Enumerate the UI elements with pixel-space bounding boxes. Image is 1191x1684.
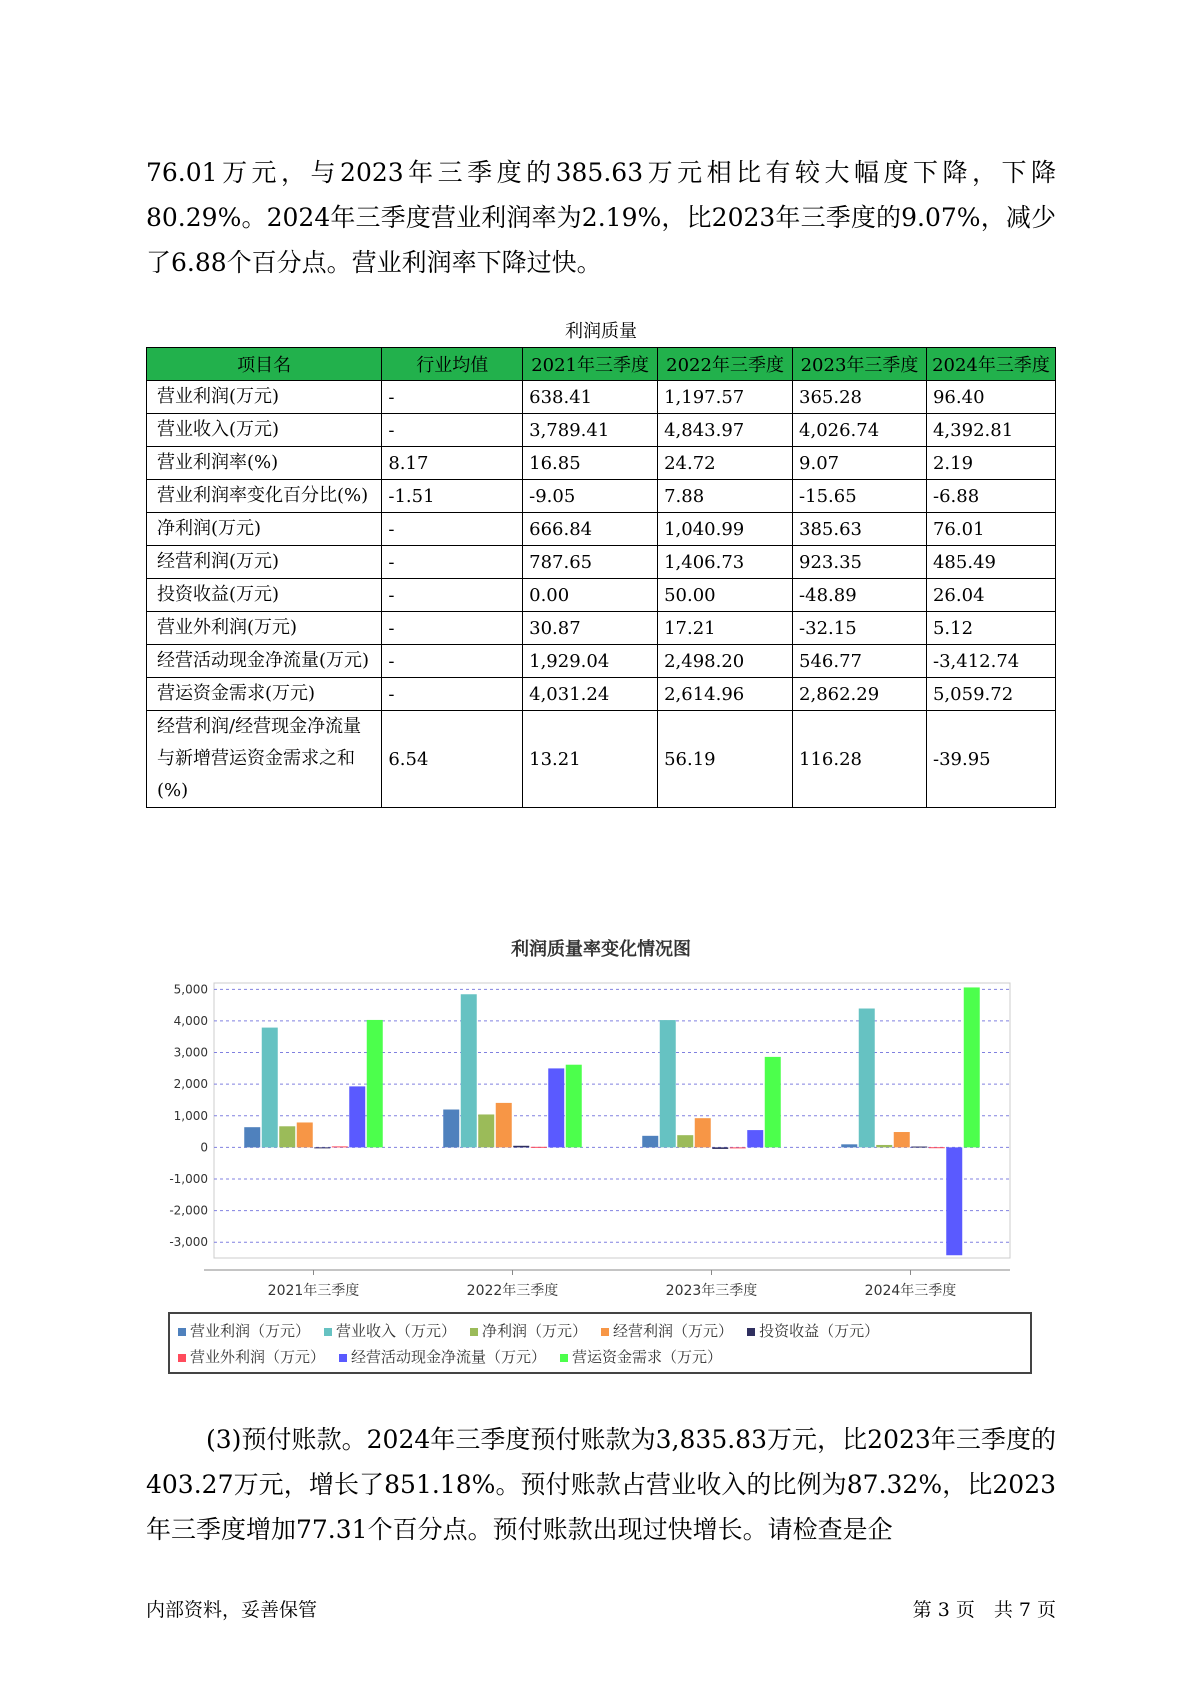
- table-header-cell: 2022年三季度: [658, 348, 793, 381]
- bar: [513, 1146, 529, 1148]
- table-cell: 7.88: [658, 480, 793, 513]
- table-cell: 56.19: [658, 711, 793, 808]
- table-cell: 546.77: [793, 645, 927, 678]
- legend-item: [178, 1344, 325, 1370]
- bar: [911, 1147, 927, 1148]
- bar: [695, 1118, 711, 1147]
- table-cell: 365.28: [793, 381, 927, 414]
- bar: [496, 1103, 512, 1147]
- table-cell: -: [382, 546, 523, 579]
- table-cell: 17.21: [658, 612, 793, 645]
- legend-swatch: [560, 1354, 568, 1362]
- legend-swatch: [339, 1354, 347, 1362]
- bar: [929, 1147, 945, 1148]
- plot-area: [214, 983, 1010, 1258]
- bar: [478, 1114, 494, 1147]
- table-cell: 26.04: [926, 579, 1055, 612]
- y-tick-label: 2,000: [173, 1077, 208, 1092]
- table-cell: 24.72: [658, 447, 793, 480]
- bar: [859, 1009, 875, 1148]
- bar: [712, 1147, 728, 1149]
- legend-swatch: [747, 1328, 755, 1336]
- y-tick-label: 1,000: [173, 1108, 208, 1123]
- legend-item: [601, 1318, 733, 1344]
- table-cell: -39.95: [926, 711, 1055, 808]
- legend-label: 营业利润（万元）: [190, 1322, 311, 1340]
- table-cell: -: [382, 579, 523, 612]
- table-cell: -: [382, 414, 523, 447]
- table-cell: 50.00: [658, 579, 793, 612]
- table-cell: 4,031.24: [523, 678, 658, 711]
- table-header-cell: 2021年三季度: [523, 348, 658, 381]
- bar: [262, 1028, 278, 1148]
- legend-item: [560, 1344, 722, 1370]
- row-label: 经营活动现金净流量(万元): [147, 645, 382, 678]
- bar: [548, 1068, 564, 1147]
- row-label: 营运资金需求(万元): [147, 678, 382, 711]
- table-cell: 2,498.20: [658, 645, 793, 678]
- y-tick-label: 0: [200, 1140, 208, 1155]
- legend-label: 营运资金需求（万元）: [572, 1348, 723, 1366]
- footer-confidential: 内部资料，妥善保管: [146, 1599, 318, 1621]
- table-cell: 1,929.04: [523, 645, 658, 678]
- bar: [946, 1147, 962, 1255]
- footer-page-number: 第 3 页 共 7 页: [912, 1599, 1056, 1621]
- table-cell: 385.63: [793, 513, 927, 546]
- bar: [297, 1122, 313, 1147]
- legend-label: 营业外利润（万元）: [190, 1348, 326, 1366]
- table-cell: -: [382, 381, 523, 414]
- table-cell: 13.21: [523, 711, 658, 808]
- table-cell: 5,059.72: [926, 678, 1055, 711]
- bar: [443, 1110, 459, 1148]
- table-cell: -15.65: [793, 480, 927, 513]
- row-label: 营业收入(万元): [147, 414, 382, 447]
- row-label: 投资收益(万元): [147, 579, 382, 612]
- legend-swatch: [178, 1354, 186, 1362]
- legend-label: 营业收入（万元）: [336, 1322, 457, 1340]
- legend-label: 经营活动现金净流量（万元）: [351, 1348, 547, 1366]
- bar: [765, 1057, 781, 1147]
- bar: [876, 1145, 892, 1147]
- legend-label: 投资收益（万元）: [759, 1322, 880, 1340]
- legend-item: [470, 1318, 587, 1344]
- table-cell: 2.19: [926, 447, 1055, 480]
- bar: [314, 1147, 330, 1148]
- bar: [660, 1020, 676, 1147]
- table-cell: -: [382, 513, 523, 546]
- table-header-cell: 行业均值: [382, 348, 523, 381]
- bar: [964, 987, 980, 1147]
- row-label: 营业利润率变化百分比(%): [147, 480, 382, 513]
- bar: [332, 1146, 348, 1147]
- table-cell: -3,412.74: [926, 645, 1055, 678]
- legend-label: 净利润（万元）: [482, 1322, 588, 1340]
- x-tick-label: 2023年三季度: [665, 1283, 758, 1299]
- table-cell: -: [382, 645, 523, 678]
- paragraph-1: 76.01万元，与2023年三季度的385.63万元相比有较大幅度下降，下降80.29%。2024年三季度营业利润率为2.19%，比2023年三季度的9.07%，减少了6.88个百分点。营业利润率下降过快。: [146, 158, 1056, 277]
- legend-swatch: [470, 1328, 478, 1336]
- row-label: 营业利润(万元): [147, 381, 382, 414]
- table-cell: -9.05: [523, 480, 658, 513]
- bar: [677, 1135, 693, 1147]
- legend-swatch: [324, 1328, 332, 1336]
- bar: [841, 1144, 857, 1147]
- bar: [730, 1147, 746, 1148]
- row-label: 经营利润(万元): [147, 546, 382, 579]
- bar: [244, 1127, 260, 1147]
- table-header-cell: 2023年三季度: [793, 348, 927, 381]
- row-label: 营业利润率(%): [147, 447, 382, 480]
- legend-swatch: [178, 1328, 186, 1336]
- x-tick-label: 2024年三季度: [864, 1283, 957, 1299]
- bar: [367, 1020, 383, 1147]
- table-header-cell: 2024年三季度: [926, 348, 1055, 381]
- table-cell: 923.35: [793, 546, 927, 579]
- legend-item: [178, 1318, 310, 1344]
- table-cell: 96.40: [926, 381, 1055, 414]
- table-cell: 1,406.73: [658, 546, 793, 579]
- table-cell: -: [382, 678, 523, 711]
- table-cell: -48.89: [793, 579, 927, 612]
- bar: [279, 1126, 295, 1147]
- row-label: 经营利润/经营现金净流量与新增营运资金需求之和(%): [147, 711, 382, 808]
- table-cell: -: [382, 612, 523, 645]
- table-cell: 787.65: [523, 546, 658, 579]
- legend-item: [324, 1318, 456, 1344]
- table-cell: 1,040.99: [658, 513, 793, 546]
- table-cell: 4,392.81: [926, 414, 1055, 447]
- table-cell: 9.07: [793, 447, 927, 480]
- table-cell: 0.00: [523, 579, 658, 612]
- row-label: 营业外利润(万元): [147, 612, 382, 645]
- legend-swatch: [601, 1328, 609, 1336]
- table-cell: 5.12: [926, 612, 1055, 645]
- legend-item: [747, 1318, 879, 1344]
- y-tick-label: -3,000: [169, 1235, 208, 1250]
- table-cell: 666.84: [523, 513, 658, 546]
- x-tick-label: 2021年三季度: [267, 1283, 360, 1299]
- legend-label: 经营利润（万元）: [613, 1322, 734, 1340]
- table-cell: 8.17: [382, 447, 523, 480]
- legend-item: [339, 1344, 546, 1370]
- table-cell: 638.41: [523, 381, 658, 414]
- y-tick-label: 5,000: [173, 982, 208, 997]
- y-tick-label: 3,000: [173, 1045, 208, 1060]
- bar: [531, 1147, 547, 1148]
- table-cell: 1,197.57: [658, 381, 793, 414]
- table-cell: 2,614.96: [658, 678, 793, 711]
- table-header-cell: 项目名: [147, 348, 382, 381]
- row-label: 净利润(万元): [147, 513, 382, 546]
- table-cell: 4,026.74: [793, 414, 927, 447]
- table-cell: -32.15: [793, 612, 927, 645]
- table-cell: 16.85: [523, 447, 658, 480]
- table-cell: 6.54: [382, 711, 523, 808]
- table-caption: 利润质量: [565, 321, 637, 342]
- table-cell: 2,862.29: [793, 678, 927, 711]
- bar: [747, 1130, 763, 1147]
- x-tick-label: 2022年三季度: [466, 1283, 559, 1299]
- paragraph-2: (3)预付账款。2024年三季度预付账款为3,835.83万元，比2023年三季度的403.27万元，增长了851.18%。预付账款占营业收入的比例为87.32%，比2023年三季度增加77.31个百分点。预付账款出现过快增长。请检查是企: [146, 1425, 1056, 1544]
- bar: [461, 994, 477, 1147]
- table-cell: 3,789.41: [523, 414, 658, 447]
- bar: [642, 1136, 658, 1148]
- y-tick-label: -2,000: [169, 1203, 208, 1218]
- chart-title: 利润质量率变化情况图: [511, 939, 691, 960]
- table-cell: -6.88: [926, 480, 1055, 513]
- table-cell: 76.01: [926, 513, 1055, 546]
- y-tick-label: -1,000: [169, 1171, 208, 1186]
- table-cell: 4,843.97: [658, 414, 793, 447]
- chart-legend: [168, 1312, 1032, 1374]
- bar: [566, 1065, 582, 1148]
- y-tick-label: 4,000: [173, 1013, 208, 1028]
- table-cell: 116.28: [793, 711, 927, 808]
- table-cell: 30.87: [523, 612, 658, 645]
- bar: [349, 1086, 365, 1147]
- table-cell: -1.51: [382, 480, 523, 513]
- table-cell: 485.49: [926, 546, 1055, 579]
- bar: [894, 1132, 910, 1147]
